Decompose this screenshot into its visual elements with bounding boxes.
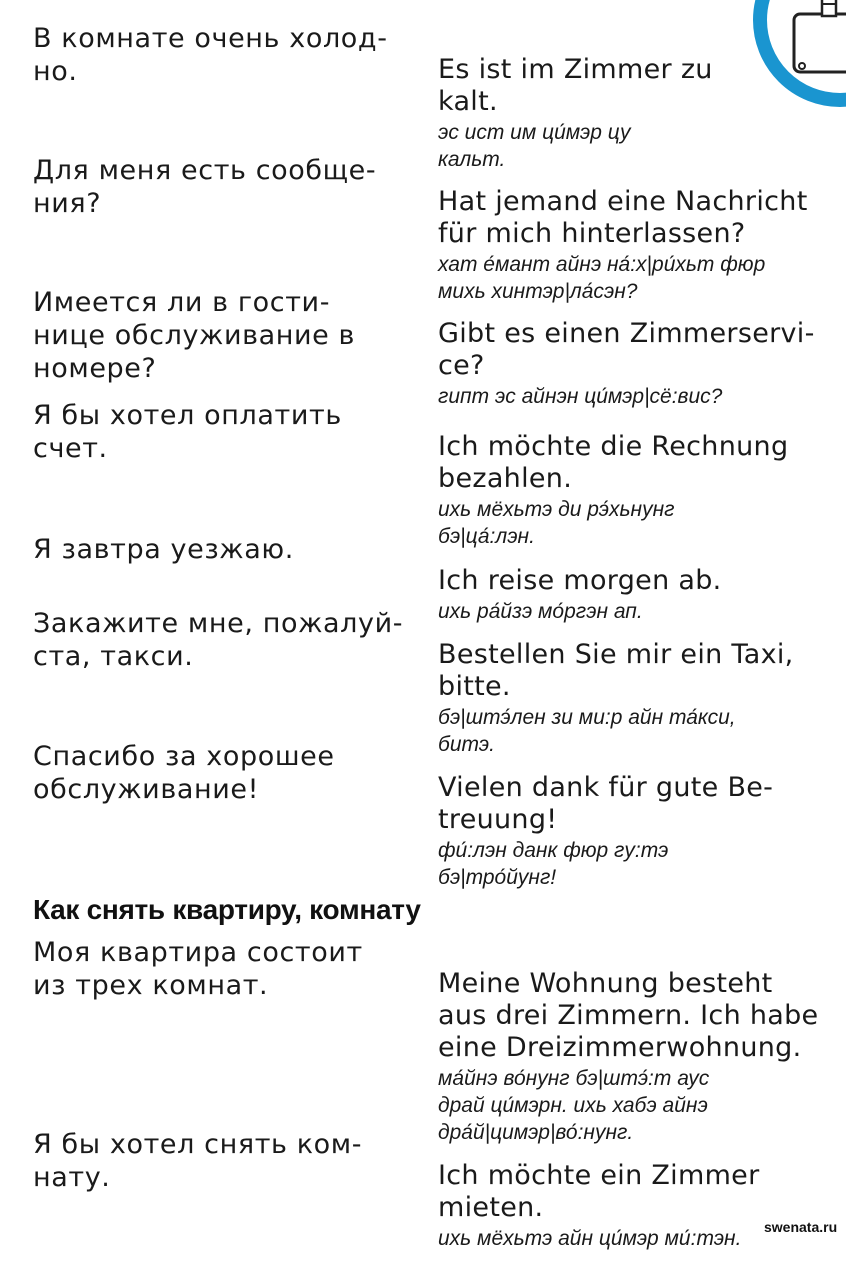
transcription: хат е́мант айнэ на́:х|ри́хьт фюр михь хинтэр|ла́сэн? xyxy=(438,253,766,303)
russian-phrase: Я бы хотел оплатить счет. xyxy=(33,400,342,464)
transcription: ихь мёхьтэ айн ци́мэр ми́:тэн. xyxy=(438,1227,742,1250)
german-text: Bestellen Sie mir ein Taxi, bitte. xyxy=(438,639,794,702)
transcription: бэ|штэ́лен зи ми:р айн та́кси, битэ. xyxy=(438,706,736,756)
transcription: фи́:лэн данк фюр гу:тэ бэ|тро́йунг! xyxy=(438,839,669,889)
russian-phrase: Я завтра уезжаю. xyxy=(33,534,294,565)
transcription: ихь ра́йзэ мо́ргэн ап. xyxy=(438,600,643,623)
russian-phrase: Закажите мне, пожалуй- ста, такси. xyxy=(33,608,404,672)
russian-phrase: Имеется ли в гости- нице обслуживание в номере? xyxy=(33,287,356,384)
german-text: Meine Wohnung besteht aus drei Zimmern. Ich habe eine Dreizimmerwohnung. xyxy=(438,968,819,1063)
russian-phrase: В комнате очень холод- но. xyxy=(33,23,388,87)
watermark: swenata.ru xyxy=(764,1219,838,1235)
transcription: гипт эс айнэн ци́мэр|сё:вис? xyxy=(438,385,723,408)
german-text: Es ist im Zimmer zu kalt. xyxy=(438,54,713,117)
transcription: ма́йнэ во́нунг бэ|штэ́:т аус драй ци́мэрн. ихь хабэ айнэ дра́й|цимэр|во́:нунг. xyxy=(438,1067,710,1144)
german-text: Vielen dank für gute Be- treuung! xyxy=(438,772,774,835)
german-phrase xyxy=(438,1128,843,1284)
russian-phrase: Моя квартира состоит из трех комнат. xyxy=(33,937,363,1001)
german-text: Ich möchte die Rechnung bezahlen. xyxy=(438,431,789,494)
russian-phrase: Для меня есть сообще- ния? xyxy=(33,155,377,219)
russian-phrase: Я бы хотел снять ком- нату. xyxy=(33,1129,363,1193)
german-text: Ich reise morgen ab. xyxy=(438,565,722,596)
german-text: Hat jemand eine Nachricht für mich hinterlassen? xyxy=(438,186,808,249)
transcription: ихь мёхьтэ ди рэ́хьнунг бэ|ца́:лэн. xyxy=(438,498,675,548)
russian-phrase: Спасибо за хорошее обслуживание! xyxy=(33,741,335,805)
german-phrase xyxy=(438,740,843,923)
german-text: Ich möchte ein Zimmer mieten. xyxy=(438,1160,760,1223)
transcription: эс ист им ци́мэр цу кальт. xyxy=(438,121,631,171)
section-heading: Как снять квартиру, комнату xyxy=(33,894,421,925)
german-text: Gibt es einen Zimmerservi- ce? xyxy=(438,318,815,381)
